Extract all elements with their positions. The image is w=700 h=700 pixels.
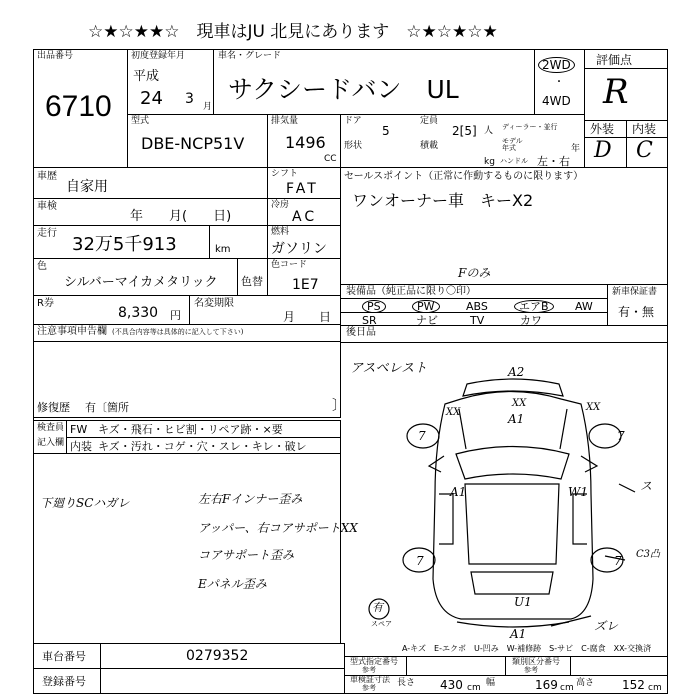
diagram-mark-a1-left: A1 <box>450 485 467 499</box>
color-label: 色 <box>37 261 47 272</box>
interior-grade: C <box>636 138 653 163</box>
equipment-label: 装備品（純正品に限り〇印） <box>346 286 476 297</box>
dims-box <box>344 675 668 694</box>
dealer-label: ディーラー・並行 <box>502 123 558 131</box>
handle-label: ハンドル <box>500 157 528 165</box>
doors-value: 5 <box>382 124 390 138</box>
inspector-interior-label: 内装 <box>70 440 92 453</box>
inspection-label: 車検 <box>37 201 57 212</box>
diagram-mark-xx-right: XX <box>586 402 601 413</box>
inspector-label-2: 記入欄 <box>37 438 65 448</box>
equipment-tv: TV <box>470 314 485 327</box>
shape-label: 形状 <box>344 141 363 151</box>
mileage-unit: km <box>215 244 231 255</box>
name-change-value: 月 日 <box>283 310 332 324</box>
exterior-grade: D <box>594 138 612 163</box>
lot-label: 出品番号 <box>37 51 74 61</box>
warranty-label: 新車保証書 <box>612 287 658 297</box>
class-num-sub: 参考 <box>524 666 538 674</box>
inspector-fw-items: キズ・飛石・ヒビ割・リペア跡・×要 <box>98 423 283 436</box>
sales-point-value: ワンオーナー車 キーX2 <box>352 191 534 210</box>
rear-seat-label: 後日品 <box>346 327 376 338</box>
model-year-unit: 年 <box>571 144 581 154</box>
shift-label: シフト <box>271 169 299 179</box>
equipment-note: Fのみ <box>458 266 491 280</box>
notes-box <box>33 324 341 418</box>
dims-label: 車検証寸法 <box>350 675 390 684</box>
shift-value: FAT <box>286 181 319 197</box>
type-cert-label: 型式指定番号 <box>350 657 398 666</box>
handwritten-note-4: コアサポート歪み <box>198 548 295 562</box>
length-value: 430 <box>440 678 463 692</box>
notes-label: 注意事項申告欄 <box>37 326 107 337</box>
equipment-sr: SR <box>362 314 377 327</box>
repair-bracket: 〕 <box>332 398 346 414</box>
displacement-value: 1496 <box>285 133 326 152</box>
diagram-mark-a1-rear: A1 <box>510 627 527 641</box>
first-reg-month-unit: 月 <box>203 102 213 112</box>
sales-point-label: セールスポイント（正常に作動するものに限ります） <box>344 171 584 182</box>
diagram-mark-spare: 有 <box>372 601 383 614</box>
notes-sublabel: (不具合内容等は具体的に記入して下さい) <box>112 328 244 336</box>
ac-label: 冷房 <box>271 200 290 210</box>
registration-label: 登録番号 <box>42 675 86 688</box>
width-label: 幅 <box>486 678 496 688</box>
interior-label: 内装 <box>632 122 657 136</box>
load-label: 積載 <box>420 141 439 151</box>
equipment-navi: ナビ <box>416 314 438 327</box>
diagram-mark-su: ス <box>640 479 653 493</box>
repair-label: 修復歴 <box>37 401 70 414</box>
length-unit: cm <box>467 683 481 693</box>
diagram-mark-7-rl: 7 <box>416 554 424 568</box>
model-label: 型式 <box>131 116 150 126</box>
inspector-fw-label: FW <box>70 423 88 436</box>
grade-score: R <box>603 72 629 112</box>
handwritten-left: アスベレスト <box>350 361 428 376</box>
handwritten-note-5: Eパネル歪み <box>198 577 267 591</box>
first-reg-label: 初度登録年月 <box>131 51 186 61</box>
diagram-mark-a1-hood: A1 <box>508 412 525 426</box>
equipment-leather: カワ <box>520 314 542 327</box>
name-change-label: 名変期限 <box>194 298 234 309</box>
height-unit: cm <box>648 683 662 693</box>
recycle-unit: 円 <box>170 309 181 322</box>
diagram-mark-7-rr: 7 <box>614 554 622 568</box>
inspection-value: 年 月( 日) <box>130 209 232 224</box>
color-value: シルバーマイカメタリック <box>64 275 218 290</box>
mileage-value: 32万5千913 <box>72 234 177 255</box>
diagram-mark-u1: U1 <box>514 595 532 609</box>
load-unit: kg <box>484 157 495 167</box>
damage-legend: A-キズ E-エクボ U-凹み W-補修跡 S-サビ C-腐食 XX-交換済 <box>402 644 652 653</box>
handwritten-note-2: 左右Fインナー歪み <box>198 492 303 506</box>
handwritten-note-3: アッパー、右コアサポートXX <box>198 521 358 535</box>
capacity-value: 2[5] <box>452 124 477 138</box>
car-name: サクシードバン UL <box>228 75 459 104</box>
diagram-mark-c3: C3凸 <box>636 549 661 560</box>
drive-4wd: 4WD <box>542 94 571 108</box>
fuel-value: ガソリン <box>271 241 327 257</box>
handwritten-note-1: 下廻りSCハガレ <box>40 496 130 510</box>
class-num-label: 類別区分番号 <box>512 657 560 666</box>
equipment-pw: PW <box>412 300 440 313</box>
chassis-label: 車台番号 <box>42 650 86 663</box>
height-value: 152 <box>622 678 645 692</box>
car-diagram <box>341 344 668 644</box>
type-cert-sub: 参考 <box>362 666 376 674</box>
sales-point-box <box>340 167 668 285</box>
diagram-mark-w1: W1 <box>568 485 588 499</box>
drive-2wd: 2WD <box>538 57 575 73</box>
displacement-unit: CC <box>324 154 337 164</box>
mileage-label: 走行 <box>37 228 57 239</box>
rear-seat-box <box>340 325 668 343</box>
inspector-interior-items: キズ・汚れ・コゲ・穴・スレ・キレ・破レ <box>98 440 307 453</box>
model-code: DBE-NCP51V <box>141 134 245 153</box>
equipment-ps: PS <box>362 300 386 313</box>
diagram-mark-7-fl: 7 <box>418 429 426 443</box>
color-code: 1E7 <box>292 277 319 293</box>
equipment-abs: ABS <box>466 300 488 313</box>
lot-number: 6710 <box>45 90 112 123</box>
drive-dot: ・ <box>554 77 564 88</box>
dims-sub: 参考 <box>362 684 376 692</box>
capacity-label: 定員 <box>420 116 439 126</box>
equipment-airbag: エアB <box>514 300 554 313</box>
chassis-number: 0279352 <box>186 648 249 664</box>
length-label: 長さ <box>397 678 416 688</box>
recycle-label: R券 <box>37 298 54 309</box>
diagram-mark-a2: A2 <box>508 365 525 379</box>
height-label: 高さ <box>576 678 595 688</box>
equipment-aw: AW <box>575 300 593 313</box>
vehicle-type-label: 車歴 <box>37 171 57 182</box>
doors-label: ドア <box>344 116 362 126</box>
inspector-label-1: 検査員 <box>37 423 65 433</box>
width-unit: cm <box>560 683 574 693</box>
grade-label: 評価点 <box>596 53 633 67</box>
color-code-label: 色コード <box>271 260 308 270</box>
banner: ☆★☆★★☆ 現車はJU 北見にあります ☆★☆★☆★ <box>88 22 498 42</box>
ac-value: AC <box>292 209 318 225</box>
model-year-label: モデル年式 <box>502 137 523 152</box>
handle-value: 左・右 <box>537 155 570 168</box>
diagram-mark-7-fr: 7 <box>617 429 625 443</box>
diagram-mark-xx-left: XX <box>446 407 461 418</box>
color-change-label: 色替 <box>241 275 263 288</box>
first-reg-year: 24 <box>140 88 163 109</box>
recycle-value: 8,330 <box>118 305 159 321</box>
exterior-label: 外装 <box>590 122 615 136</box>
width-value: 169 <box>535 678 558 692</box>
first-reg-era: 平成 <box>133 69 160 84</box>
car-name-label: 車名・グレード <box>218 51 282 61</box>
capacity-unit: 人 <box>484 126 494 136</box>
recycle-box <box>33 295 190 325</box>
repair-value: 有〔箇所 <box>85 401 129 414</box>
fuel-label: 燃料 <box>271 227 290 237</box>
warranty-value: 有・無 <box>618 305 655 319</box>
diagram-mark-zure: ズレ <box>594 619 619 633</box>
diagram-mark-xx-front: XX <box>512 398 527 409</box>
first-reg-month: 3 <box>185 91 194 107</box>
diagram-spare-label: スペア <box>371 620 392 628</box>
displacement-label: 排気量 <box>271 116 299 126</box>
vehicle-type: 自家用 <box>66 179 108 195</box>
